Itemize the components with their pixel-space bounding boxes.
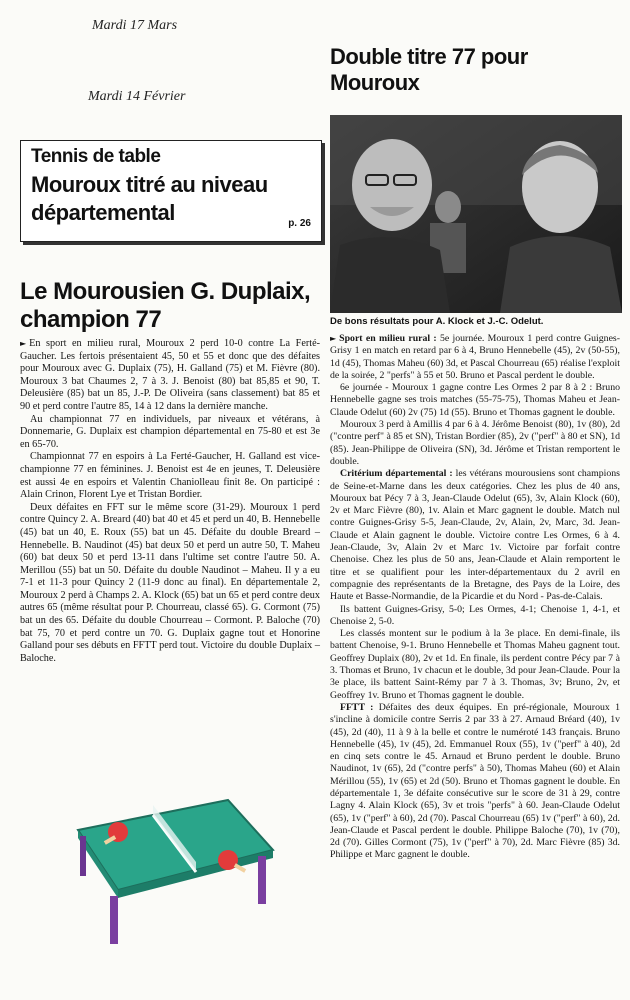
right-article-body xyxy=(330,333,620,862)
left-paragraph: ► En sport en milieu rural, Mouroux 2 perd 10-0 contre La Ferté-Gaucher. Les fertois présentaient 45, 50 et 55 et donc que des défaites pour Mouroux avec G. Duplaix (75), H. Galland (75) et M. Fièvre (80). Mouroux 3 bat Chaumes 2, 7 à 3. J. Benoist (80) bat 85,85 et 90, T. Deleusière (85) bat un 85, J.-P. De Oliveira (sans classement) bat 85 et 90 et perd contre l'autre 85, 14 à 12 dans la dernière manche. xyxy=(20,338,320,412)
teaser-box xyxy=(20,140,322,242)
right-paragraph: Les classés montent sur le podium à la 3e place. En demi-finale, ils battent Chenoise, 9-1. Bruno Hennebelle et Thomas Maheu gagnent tout. Geoffrey Duplaix (80), 2v et 1d. En finale, ils perdent contre Pécy par 7 à 3. Thomas et Bruno, 1v chacun et le double, 3d pour Jean-Claude. Pour la 3e place, ils battent Saint-Rémy par 7 à 3. Thomas, 3v; Bruno, 2v, et Geoffrey 1v. Bruno et Thomas gagnent le double. xyxy=(330,628,620,701)
right-paragraph: Critérium départemental : les vétérans mourousiens sont champions de Seine-et-Marne dans les deux catégories. Chez les plus de 40 ans, Mouroux bat Pécy 7 à 3, Jean-Claude Odelut (65), 3v, Alain Klock (60), 2v et Marc Fièvre (80), 1v. Alain et Marc gagnent le double. Match nul contre Guignes-Grisy 5-5, Jean-Claude, 2v, Alain, 2v, Marc, 3d. Jean-Claude et Alain gagnent le double. Victoire contre Les Ormes, 6 à 4. Jean-Claude, 3v, Alain 2v et Marc 1v. Victoire par forfait contre Chenoise. Chez les plus de 50 ans, Jean-Claude et Alain remportent le titre et se qualifient pour les inter-départementaux du 2 avril en compagnie des représentants de la Bretagne, des Pays de la Loire, des Haute et Basse-Normandie, de la Picardie et du Nord - Pas-de-Calais. xyxy=(330,468,620,603)
left-paragraph: Au championnat 77 en individuels, par niveaux et vétérans, à Donnemarie, G. Duplaix est champion départemental en 75-80 et est 3e en 65-70. xyxy=(20,413,320,450)
teaser-kicker: Tennis de table xyxy=(31,146,161,167)
article-photo xyxy=(330,115,622,313)
photo-caption: De bons résultats pour A. Klock et J.-C. Odelut. xyxy=(330,316,544,327)
right-paragraph: Mouroux 3 perd à Amillis 4 par 6 à 4. Jérôme Benoist (80), 1v (80), 2d ("contre perf" à 85 et SN), Tristan Bordier (85), 2v ("perf" à 80 et SN), 1d (85). Jean-Philippe de Oliveira (SN), 3d. Jérôme et Tristan remportent le double. xyxy=(330,419,620,467)
photo-two-men-illustration xyxy=(330,115,622,313)
ping-pong-table-icon xyxy=(48,790,278,950)
dateline-first: Mardi 17 Mars xyxy=(92,18,178,33)
right-paragraph: Ils battent Guignes-Grisy, 5-0; Les Ormes, 4-1; Chenoise 1, 4-1, et Chenoise 2, 5-0. xyxy=(330,603,620,627)
left-article-body xyxy=(20,338,320,665)
triangle-bullet-icon: ► xyxy=(330,334,337,343)
right-paragraph: 6e journée - Mouroux 1 gagne contre Les Ormes 2 par 8 à 2 : Bruno Hennebelle gagne ses trois matches (55-75-75), Thomas Maheu et Jean-Claude Odelut (60) 2v (75) 1d (55). Bruno et Thomas gagnent le double. xyxy=(330,382,620,418)
left-paragraph: Deux défaites en FFT sur le même score (31-29). Mouroux 1 perd contre Quincy 2. A. Breard (40) bat 40 et 45 et perd un 40, B. Hennebelle (45) bat un 40, E. Roux (55) bat un 45. Défaite du double Breard – Hennebelle. B. Naudinot (45) bat deux 50 et perd un autre 50, T. Maheu (60) bat deux 50 et perd 13-11 dans l'ultime set contre l'autre 50. A. Merillou (55) bat un 50. Défaite du double Naudinot – Maheu. Il y a eu 7-1 et 11-3 pour Quincy 2 (11-9 donc au final). En départementale 2, Mouroux 2 perd à Champs 2. A. Klock (65) bat un 65 et perd contre deux autres 65 (même résultat pour P. Chourreau, classé 65). G. Cormont (75) bat un des 65. Défaite du double Chourreau – Cormont. P. Baloche (70) bat 75, 70 et perd contre un 70. G. Duplaix gagne tout et Honorine Galland pour ses débuts en FFTT perd tout. Victoire du double Duplaix – Baloche. xyxy=(20,501,320,664)
teaser-headline: Mouroux titré au niveau départemental xyxy=(31,172,268,225)
triangle-bullet-icon: ► xyxy=(20,339,27,348)
dateline-second: Mardi 14 Février xyxy=(88,89,186,104)
left-paragraph: Championnat 77 en espoirs à La Ferté-Gaucher, H. Galland est vice-championne 77 en féminines. J. Benoist est 4e en jeunes, T. Deleusière est aussi 4e en espoirs et Valentin Chaniolleau finit 8e. On participé : Alain Crinon, Florent Lye et Tristan Bordier. xyxy=(20,451,320,501)
right-paragraph: ► Sport en milieu rural : 5e journée. Mouroux 1 perd contre Guignes-Grisy 1 en match en retard par 6 à 4, Bruno Hennebelle (45), 2v (50-55), 1d (45), Thomas Maheu (60) 3d, et Pascal Chourreau (65) réalise l'exploit de la soirée, 2 "perfs" à 55 et 50. Bruno et Pascal perdent le double. xyxy=(330,333,621,381)
right-article-title: Double titre 77 pour Mouroux xyxy=(330,44,528,95)
left-article-title: Le Mourousien G. Duplaix, champion 77 xyxy=(20,278,311,333)
teaser-page-ref: p. 26 xyxy=(288,218,311,229)
right-paragraph: FFTT : Défaites des deux équipes. En pré-régionale, Mouroux 1 s'incline à domicile contre Serris 2 par 33 à 27. Arnaud Bréard (40), 1v (45), 2d (40), 11 à 9 à la belle et contre le numéroté 143 français. Bruno Hennebelle (45), 1v (45), 2d. Emmanuel Roux (55), 1v ("perf" à 40), 2d en cinq sets contre le 45. Arnaud et Bruno perdent le double. Bruno Naudinot, 1v (65), 2d ("contre perfs" à 50), Thomas Maheu (60) et Alain Mérillou (55), 1v (65) et 2d (50). Bruno et Thomas gagnent le double. En départementale 1, 3e défaite consécutive sur le score de 31 à 29, contre Lagny 4. Alain Klock (65), 3v et trois "perfs" à 60. Jean-Claude Odelut (65), 1v ("perf" à 60), 2d (70). Pascal Chourreau (65) 1v ("perf" à 60), 2d. Jean-Claude et Pascal perdent le double. Philippe Baloche (70), 1v (70), 2d (70). Gilles Cormont (75), 1v ("perf" à 70), 2d. Marc Fièvre (85) 3d. Philippe et Marc gagnent le double. xyxy=(330,701,620,861)
